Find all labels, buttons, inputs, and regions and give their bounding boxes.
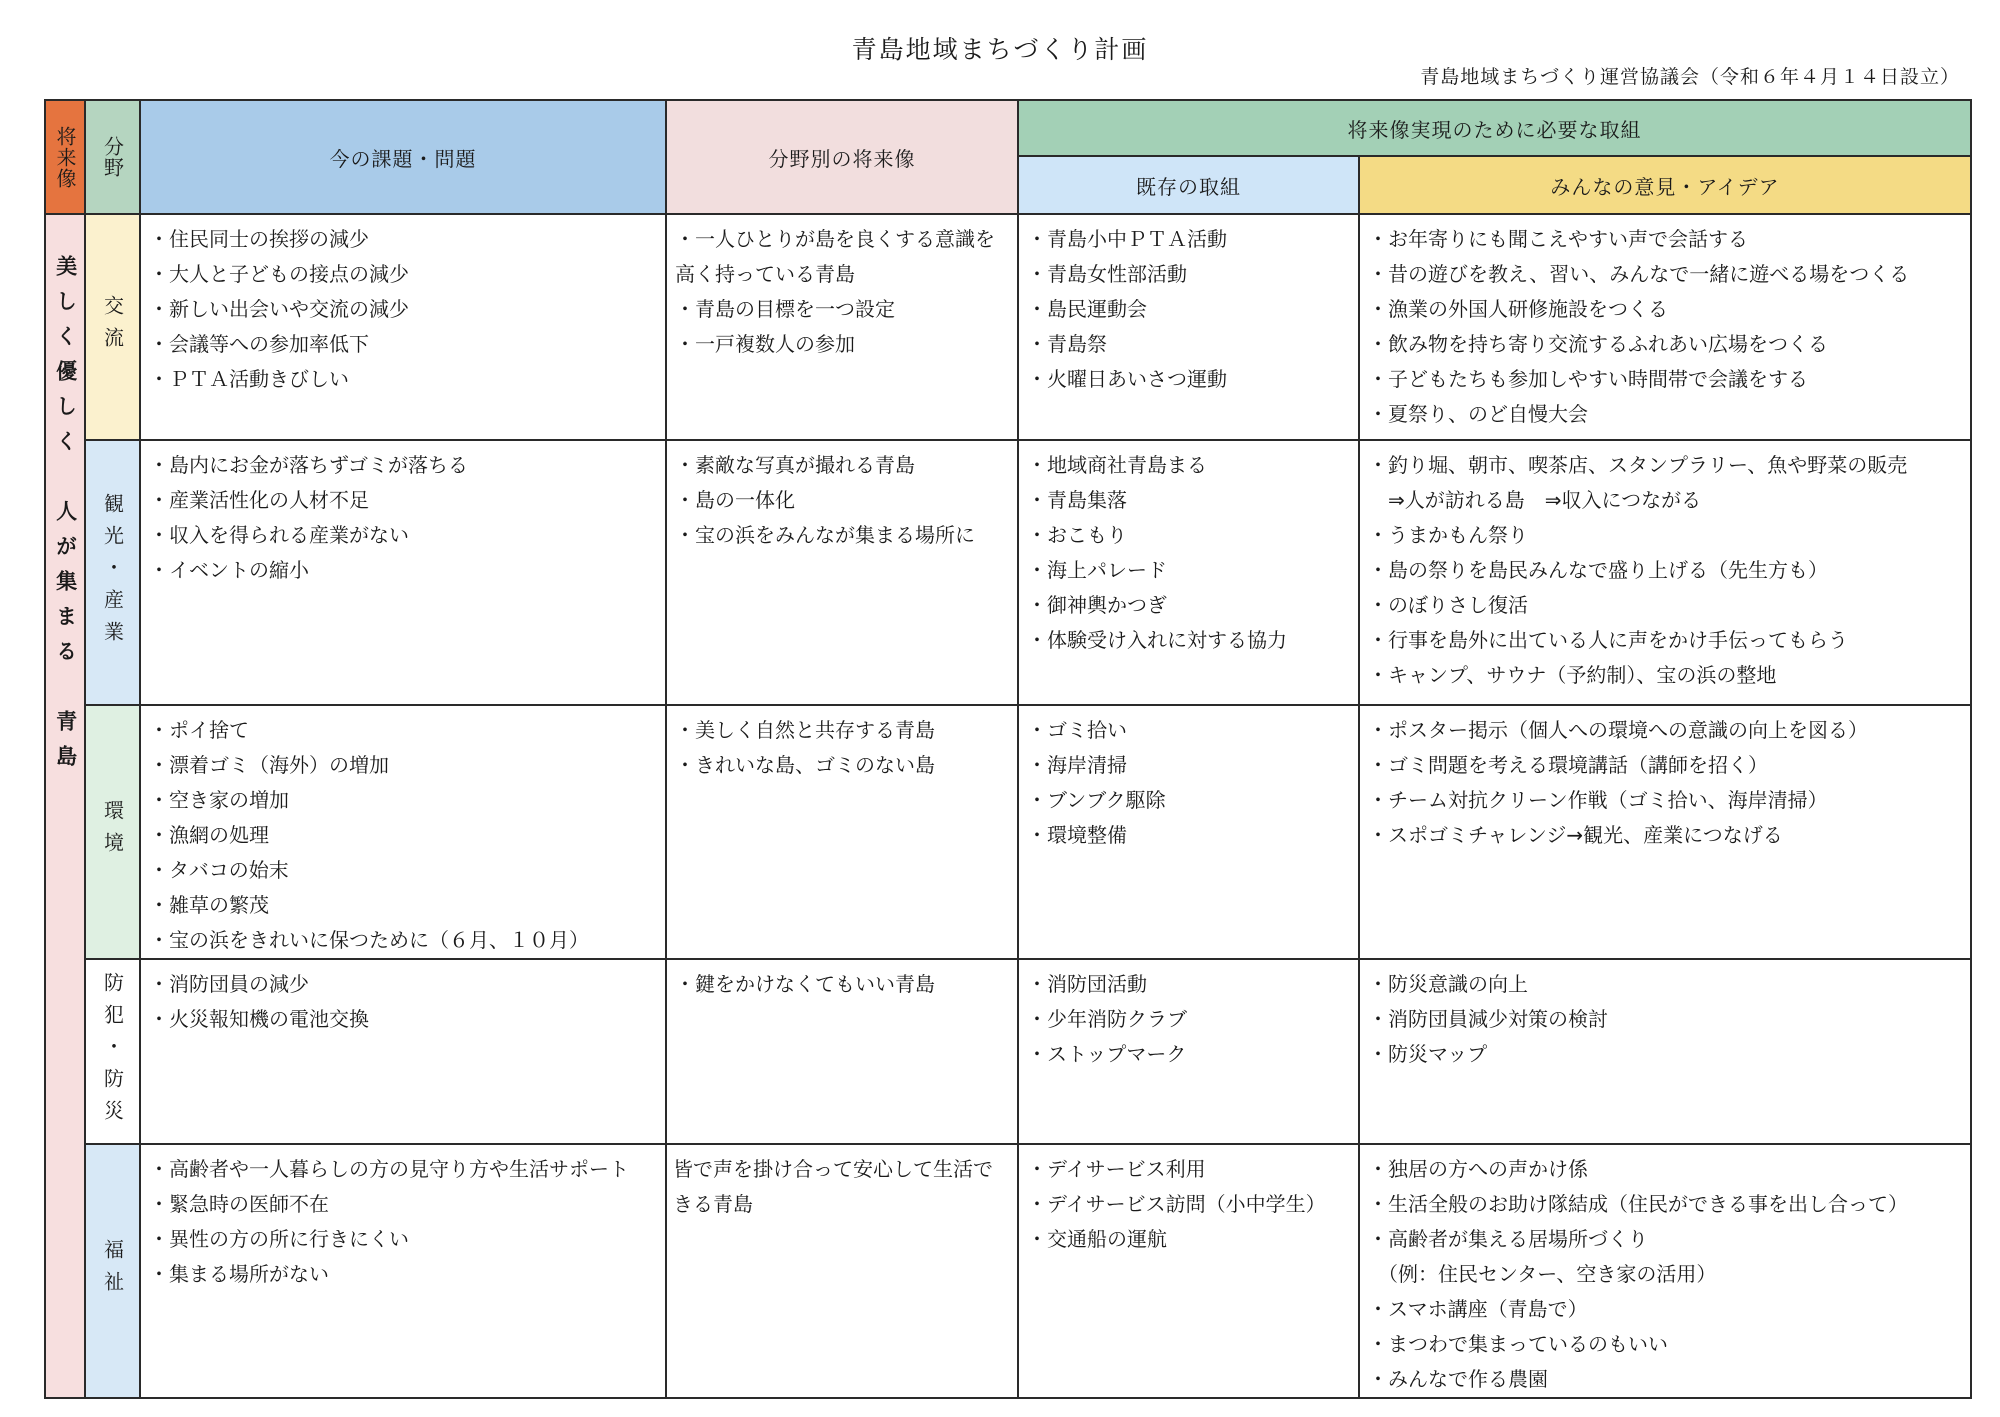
list-item: ・飲み物を持ち寄り交流するふれあい広場をつくる xyxy=(1368,332,1828,356)
vision-cell xyxy=(45,214,85,1398)
list-item: ・みんなで作る農園 xyxy=(1368,1367,1548,1391)
list-item: （例：住民センター、空き家の活用） xyxy=(1368,1262,1717,1286)
existing-cell xyxy=(1018,959,1359,1144)
ideas-cell xyxy=(1359,440,1971,705)
list-item: ⇒人が訪れる島 ⇒収入につながる xyxy=(1368,488,1702,512)
issues-header-label: 今の課題・問題 xyxy=(329,146,477,171)
ideas-header-label: みんなの意見・アイデア xyxy=(1550,174,1780,199)
list-item: ・青島祭 xyxy=(1027,332,1107,356)
list-item: ・のぼりさし復活 xyxy=(1368,593,1528,617)
table-row xyxy=(45,440,1971,705)
list-item: ・会議等への参加率低下 xyxy=(149,332,369,356)
ideas-cell xyxy=(1359,705,1971,959)
list-item: ・独居の方への声かけ係 xyxy=(1368,1157,1588,1181)
list-item: ・ポイ捨て xyxy=(149,718,249,742)
future-cell xyxy=(666,440,1018,705)
field-cell xyxy=(85,959,140,1144)
list-item: ・島の祭りを島民みんなで盛り上げる（先生方も） xyxy=(1368,558,1828,582)
list-item: ・体験受け入れに対する協力 xyxy=(1027,628,1287,652)
list-item: ・ポスター掲示（個人への環境への意識の向上を図る） xyxy=(1368,718,1868,742)
organization-label: 青島地域まちづくり運営協議会（令和６年４月１４日設立） xyxy=(1420,66,1960,88)
field-cell xyxy=(85,214,140,440)
list-item: ・ブンブク駆除 xyxy=(1027,788,1166,812)
list-item: ・消防団員の減少 xyxy=(149,972,309,996)
issues-cell xyxy=(140,1144,666,1398)
ideas-cell xyxy=(1359,214,1971,440)
list-item: ・青島小中ＰＴＡ活動 xyxy=(1027,227,1227,251)
list-item: ・大人と子どもの接点の減少 xyxy=(149,262,409,286)
list-item: ・少年消防クラブ xyxy=(1027,1007,1187,1031)
list-item: ・おこもり xyxy=(1027,523,1127,547)
page-title: 青島地域まちづくり計画 xyxy=(851,35,1149,64)
existing-cell xyxy=(1018,440,1359,705)
list-item: ・子どもたちも参加しやすい時間帯で会議をする xyxy=(1368,367,1808,391)
list-item: ・火曜日あいさつ運動 xyxy=(1027,367,1227,391)
list-item: ・お年寄りにも聞こえやすい声で会話する xyxy=(1368,227,1748,251)
future-cell xyxy=(666,214,1018,440)
future-header xyxy=(666,100,1018,214)
vision-text: 美しく優しく 人が集まる 青島 xyxy=(53,255,78,780)
issues-cell xyxy=(140,214,666,440)
future-text: 皆で声を掛け合って安心して生活できる青島 xyxy=(673,1157,993,1216)
list-item: ・漁業の外国人研修施設をつくる xyxy=(1368,297,1668,321)
field-cell xyxy=(85,1144,140,1398)
table-row xyxy=(45,705,1971,959)
list-item: ・一人ひとりが島を良くする意識を xyxy=(675,227,995,251)
list-item: ・地域商社青島まる xyxy=(1027,453,1207,477)
list-item: ・イベントの縮小 xyxy=(149,558,309,582)
list-item: 高く持っている青島 xyxy=(675,262,855,286)
list-item: ・環境整備 xyxy=(1027,823,1127,847)
list-item: ・青島女性部活動 xyxy=(1027,262,1187,286)
list-item: ・空き家の増加 xyxy=(149,788,289,812)
list-item: ・青島の目標を一つ設定 xyxy=(675,297,895,321)
list-item: ・漁網の処理 xyxy=(149,823,269,847)
list-item: ・美しく自然と共存する青島 xyxy=(675,718,935,742)
field-label: 福祉 xyxy=(100,1239,125,1303)
list-item: ・ＰＴＡ活動きびしい xyxy=(149,367,349,391)
list-item: ・昔の遊びを教え、習い、みんなで一緒に遊べる場をつくる xyxy=(1368,262,1910,286)
field-label: 防犯・防災 xyxy=(100,971,125,1132)
table-row xyxy=(45,959,1971,1144)
list-item: ・御神輿かつぎ xyxy=(1027,593,1167,617)
list-item: ・集まる場所がない xyxy=(149,1262,329,1286)
list-item: ・まつわで集まっているのもいい xyxy=(1368,1332,1668,1356)
list-item: ・ストップマーク xyxy=(1027,1042,1187,1066)
list-item: ・一戸複数人の参加 xyxy=(675,332,855,356)
list-item: ・スポゴミチャレンジ→観光、産業につなげる xyxy=(1368,823,1783,847)
future-cell xyxy=(666,705,1018,959)
vision-header-label: 将来像 xyxy=(53,125,77,189)
list-item: ・異性の方の所に行きにくい xyxy=(149,1227,409,1251)
field-cell xyxy=(85,440,140,705)
list-item: ・海岸清掃 xyxy=(1027,753,1127,777)
list-item: ・防災マップ xyxy=(1368,1042,1488,1066)
list-item: ・行事を島外に出ている人に声をかけ手伝ってもらう xyxy=(1368,628,1848,652)
issues-header xyxy=(140,100,666,214)
plan-table xyxy=(44,99,1972,1399)
list-item: ・雑草の繁茂 xyxy=(149,893,269,917)
list-item: ・キャンプ、サウナ（予約制）、宝の浜の整地 xyxy=(1368,663,1777,687)
list-item: ・タバコの始末 xyxy=(149,858,289,882)
issues-cell xyxy=(140,440,666,705)
list-item: ・海上パレード xyxy=(1027,558,1167,582)
table-row xyxy=(45,1144,1971,1398)
list-item: ・緊急時の医師不在 xyxy=(149,1192,329,1216)
field-cell xyxy=(85,705,140,959)
ideas-cell xyxy=(1359,959,1971,1144)
list-item: ・高齢者や一人暮らしの方の見守り方や生活サポート xyxy=(149,1157,629,1181)
existing-cell xyxy=(1018,705,1359,959)
list-item: ・消防団員減少対策の検討 xyxy=(1368,1007,1608,1031)
list-item: ・島の一体化 xyxy=(675,488,795,512)
existing-header-label: 既存の取組 xyxy=(1136,174,1241,199)
list-item: ・スマホ講座（青島で） xyxy=(1368,1297,1588,1321)
list-item: ・デイサービス訪問（小中学生） xyxy=(1027,1192,1326,1216)
issues-cell xyxy=(140,959,666,1144)
existing-cell xyxy=(1018,1144,1359,1398)
list-item: ・新しい出会いや交流の減少 xyxy=(149,297,409,321)
list-item: ・住民同士の挨拶の減少 xyxy=(149,227,369,251)
actions-header-label: 将来像実現のために必要な取組 xyxy=(1347,117,1642,142)
future-cell xyxy=(666,1144,1018,1398)
field-label: 交流 xyxy=(100,295,125,359)
list-item: ・島内にお金が落ちずゴミが落ちる xyxy=(149,453,468,477)
list-item: ・うまかもん祭り xyxy=(1368,523,1528,547)
list-item: ・青島集落 xyxy=(1027,488,1127,512)
ideas-cell xyxy=(1359,1144,1971,1398)
field-header-label: 分野 xyxy=(100,136,125,178)
issues-cell xyxy=(140,705,666,959)
list-item: ・防災意識の向上 xyxy=(1368,972,1528,996)
actions-header xyxy=(1018,100,1971,156)
existing-header xyxy=(1018,156,1359,214)
list-item: ・消防団活動 xyxy=(1027,972,1147,996)
list-item: ・島民運動会 xyxy=(1027,297,1147,321)
list-item: ・ゴミ拾い xyxy=(1027,718,1127,742)
list-item: ・火災報知機の電池交換 xyxy=(149,1007,369,1031)
existing-cell xyxy=(1018,214,1359,440)
table-row xyxy=(45,214,1971,440)
list-item: ・きれいな島、ゴミのない島 xyxy=(675,753,935,777)
list-item: ・チーム対抗クリーン作戦（ゴミ拾い、海岸清掃） xyxy=(1368,788,1828,812)
list-item: ・素敵な写真が撮れる青島 xyxy=(675,453,915,477)
field-label: 環境 xyxy=(100,800,125,864)
list-item: ・高齢者が集える居場所づくり xyxy=(1368,1227,1648,1251)
list-item: ・産業活性化の人材不足 xyxy=(149,488,369,512)
list-item: ・鍵をかけなくてもいい青島 xyxy=(675,972,935,996)
ideas-header xyxy=(1359,156,1971,214)
list-item: ・交通船の運航 xyxy=(1027,1227,1167,1251)
list-item: ・生活全般のお助け隊結成（住民ができる事を出し合って） xyxy=(1368,1192,1908,1216)
field-header xyxy=(85,100,140,214)
future-cell xyxy=(666,959,1018,1144)
list-item: ・夏祭り、のど自慢大会 xyxy=(1368,402,1588,426)
vision-header xyxy=(45,100,85,214)
list-item: ・宝の浜をみんなが集まる場所に xyxy=(675,523,975,547)
list-item: ・漂着ゴミ（海外）の増加 xyxy=(149,753,389,777)
list-item: ・ゴミ問題を考える環境講話（講師を招く） xyxy=(1368,753,1768,777)
list-item: ・釣り堀、朝市、喫茶店、スタンプラリー、魚や野菜の販売 xyxy=(1368,453,1908,477)
list-item: ・宝の浜をきれいに保つために（６月、１０月） xyxy=(149,928,589,952)
list-item: ・デイサービス利用 xyxy=(1027,1157,1206,1181)
field-label: 観光・産業 xyxy=(100,492,125,653)
future-header-label: 分野別の将来像 xyxy=(768,146,916,171)
list-item: ・収入を得られる産業がない xyxy=(149,523,409,547)
